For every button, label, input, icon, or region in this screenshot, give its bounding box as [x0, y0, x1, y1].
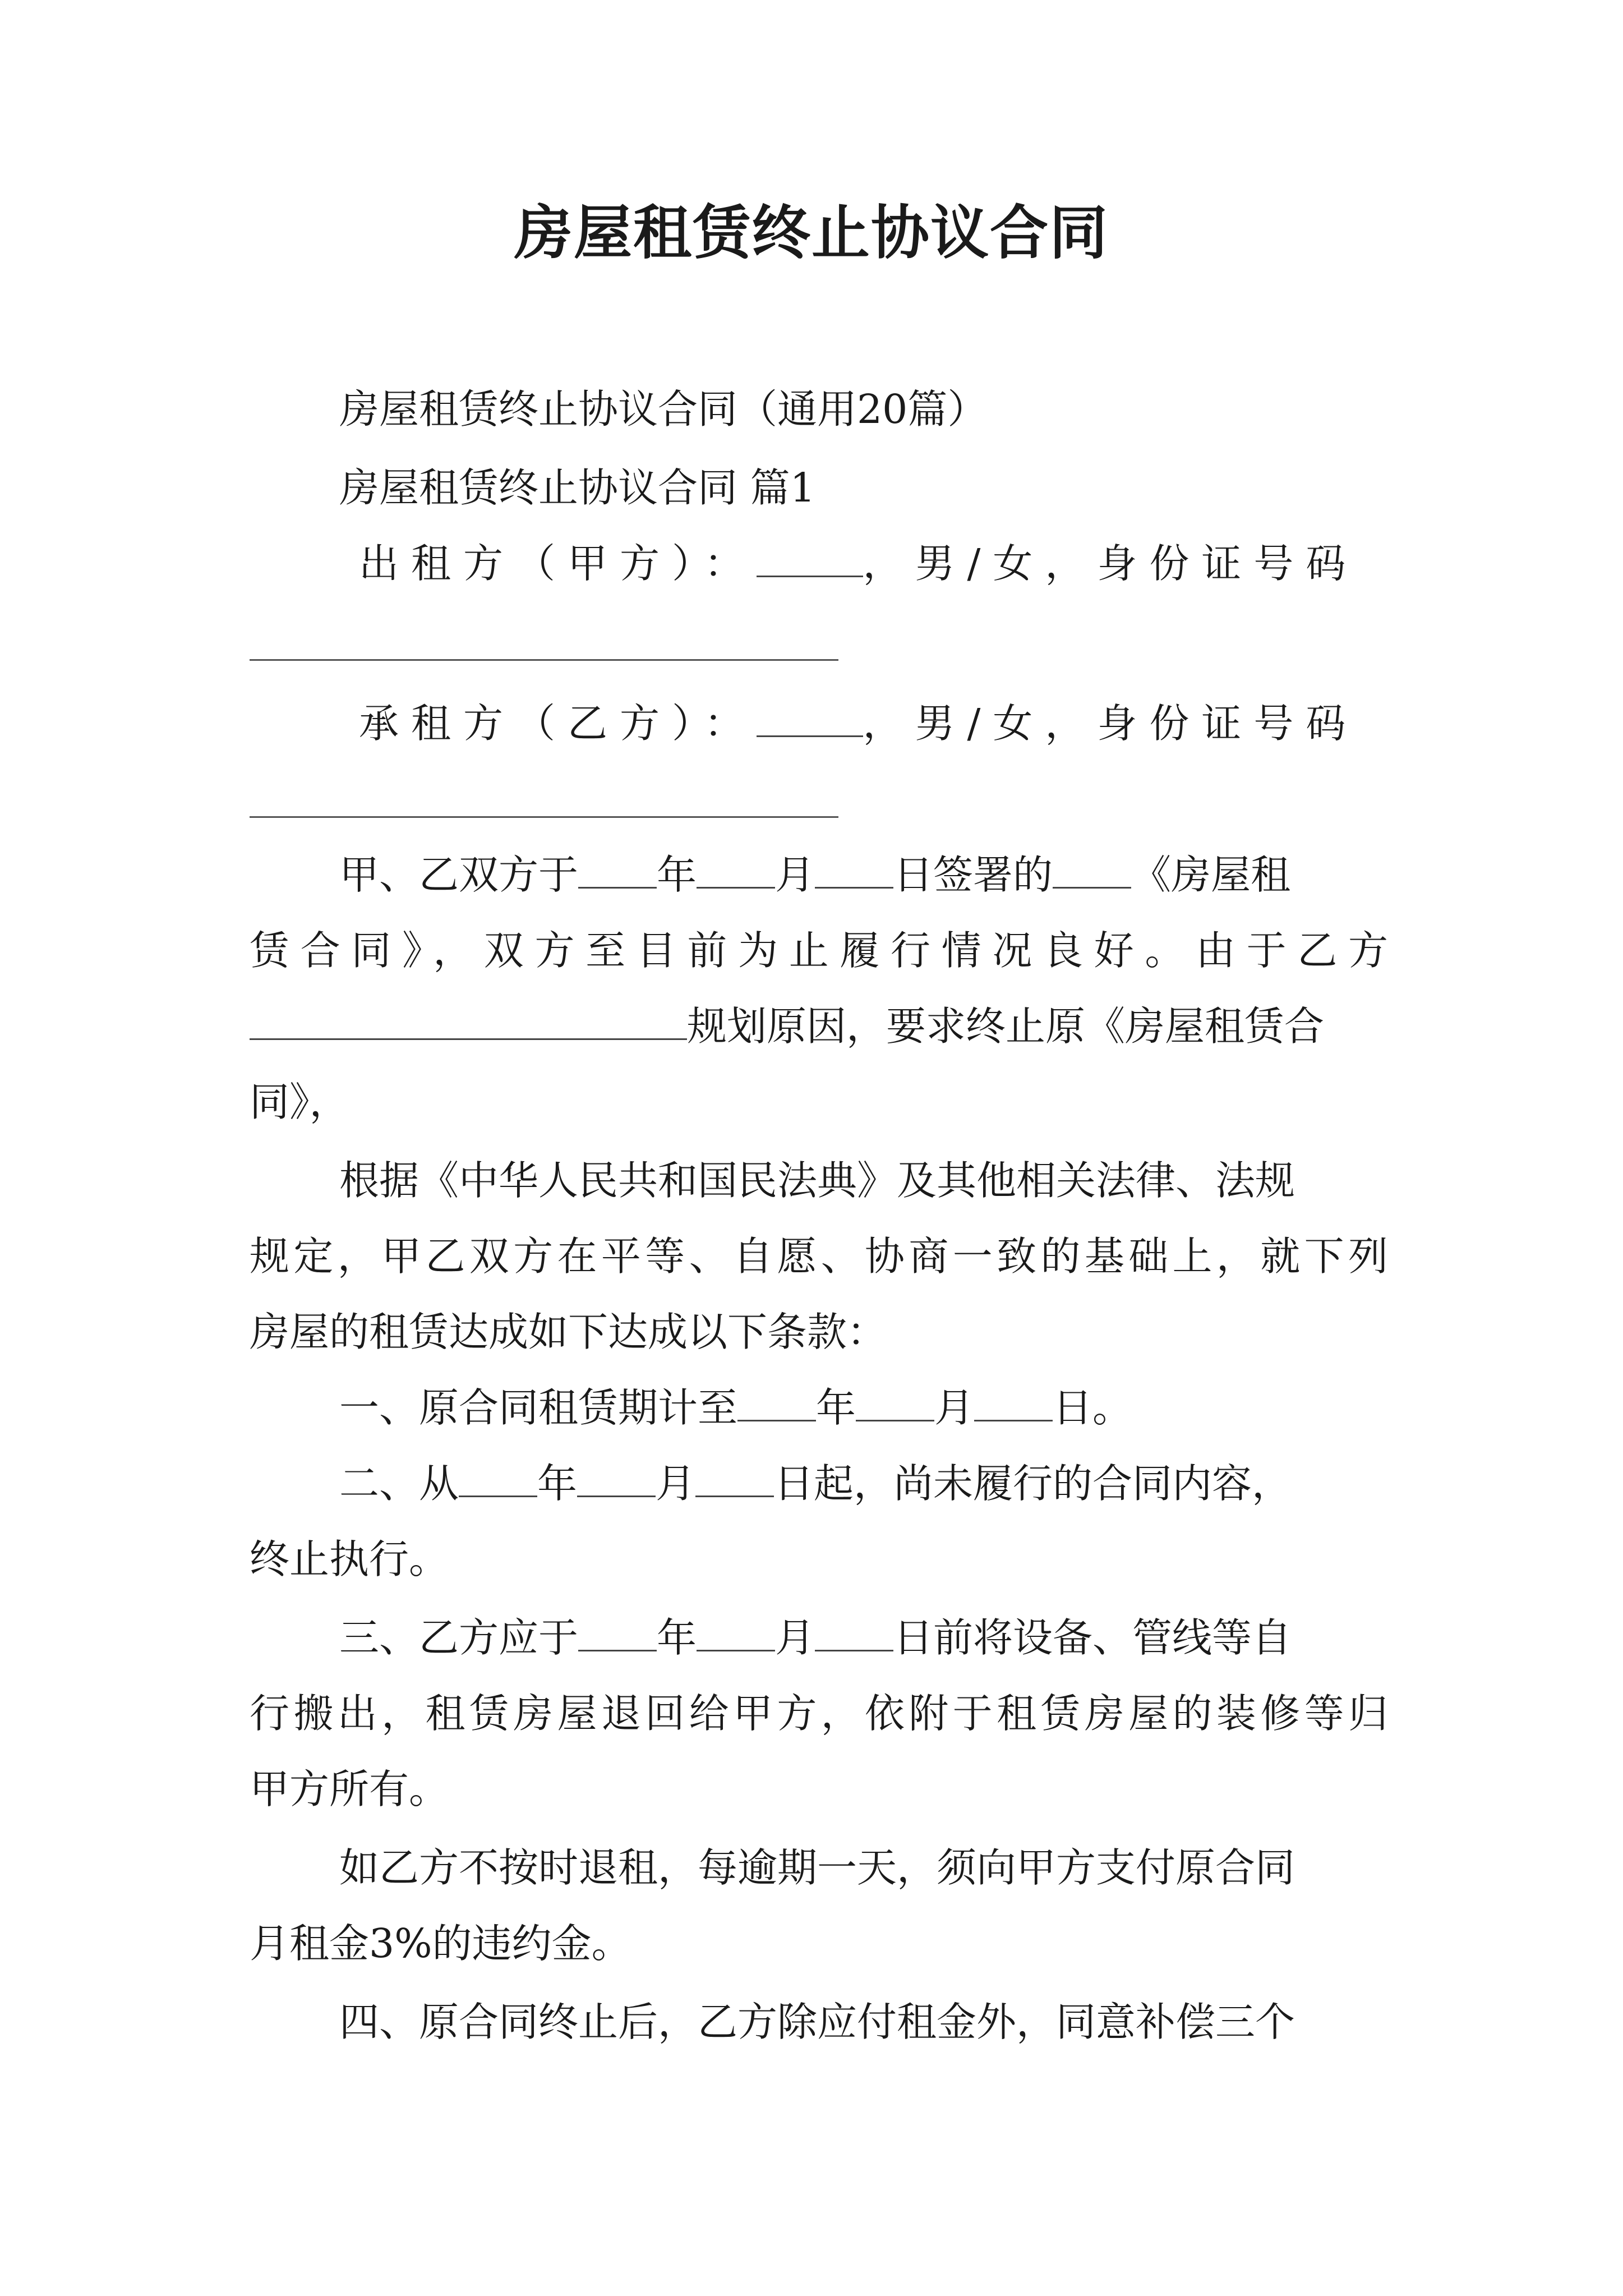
paragraph-line [250, 1686, 1388, 1742]
lessee-id-blank [250, 816, 838, 818]
lessee-label: 承租方（乙方）： [359, 700, 757, 747]
document-title: 房屋租赁终止协议合同 [514, 198, 1109, 267]
clause-2 [250, 1456, 1388, 1512]
text-span: 甲方所有。 [250, 1766, 449, 1812]
lessor-name-blank [757, 536, 863, 577]
lessor-gender-id-label: ，男/女，身份证号码 [863, 540, 1358, 587]
text-span: 行搬出，租赁房屋退回给甲方，依附于租赁房屋的装修等归 [250, 1690, 1388, 1737]
clause-3 [250, 1610, 1388, 1666]
text-span: 二、从 [339, 1460, 459, 1507]
text-span: 月 [775, 1614, 815, 1661]
text-span: 终止执行。 [250, 1536, 449, 1582]
subtitle-line [250, 381, 1388, 438]
text-span: 如乙方不按时退租，每逾期一天，须向甲方支付原合同 [339, 1844, 1295, 1891]
text-span: 月 [656, 1460, 696, 1507]
paragraph-line [250, 1153, 1388, 1209]
lessee-name-blank [757, 696, 863, 737]
text-span: 日起，尚未履行的合同内容， [774, 1460, 1292, 1507]
clause-4 [250, 1994, 1388, 2050]
section-heading-text: 房屋租赁终止协议合同 篇1 [339, 464, 815, 511]
subtitle-text: 房屋租赁终止协议合同（通用20篇） [339, 386, 988, 432]
text-span: 日前将设备、管线等自 [893, 1614, 1292, 1661]
text-span: 规定，甲乙双方在平等、自愿、协商一致的基础上，就下列 [250, 1233, 1388, 1280]
text-span: 三、乙方应于 [339, 1614, 579, 1661]
paragraph-line [250, 1840, 1388, 1896]
day-blank [815, 1611, 893, 1651]
text-span: 房屋的租赁达成如下达成以下条款： [250, 1309, 887, 1355]
text-span: 四、原合同终止后，乙方除应付租金外，同意补偿三个 [339, 1999, 1295, 2045]
text-span: 年 [657, 1614, 697, 1661]
year-blank [737, 1381, 816, 1421]
year-blank [459, 1456, 537, 1497]
lessee-gender-id-label: ，男/女，身份证号码 [863, 700, 1358, 747]
day-blank [974, 1381, 1053, 1421]
lessor-id-blank [250, 659, 838, 661]
lessor-label: 出租方（甲方）： [359, 540, 757, 587]
text-span: 月 [934, 1384, 975, 1431]
contract-name-blank [1053, 848, 1131, 889]
text-span: 年 [816, 1384, 856, 1431]
text-span: 甲、乙双方于 [339, 852, 579, 898]
clause-1 [250, 1380, 1388, 1436]
paragraph-line [250, 1761, 1388, 1818]
month-blank [697, 1611, 775, 1651]
text-span: 根据《中华人民共和国民法典》及其他相关法律、法规 [339, 1157, 1295, 1204]
month-blank [577, 1456, 656, 1497]
paragraph-line [250, 999, 1388, 1055]
text-span: 一、原合同租赁期计至 [339, 1384, 738, 1431]
text-span: 年 [657, 852, 697, 898]
text-span: 日。 [1053, 1384, 1133, 1431]
text-span: 年 [537, 1460, 578, 1507]
text-span: 月租金3%的违约金。 [250, 1920, 631, 1967]
lessee-line [250, 696, 1388, 752]
day-blank [695, 1456, 774, 1497]
text-span: 日签署的 [893, 852, 1053, 898]
month-blank [856, 1381, 934, 1421]
text-span: 月 [775, 852, 815, 898]
reason-blank [250, 999, 687, 1040]
paragraph-line [250, 1531, 1388, 1588]
year-blank [578, 1611, 657, 1651]
paragraph-line [250, 1304, 1388, 1360]
year-blank [578, 848, 657, 889]
lessor-line [250, 536, 1388, 592]
paragraph-line [250, 923, 1388, 979]
paragraph-line [250, 847, 1388, 903]
text-span: 同》， [250, 1079, 349, 1125]
month-blank [697, 848, 775, 889]
text-span: 赁合同》，双方至目前为止履行情况良好。由于乙方 [250, 927, 1388, 974]
text-span: 规划原因，要求终止原《房屋租赁合 [687, 1003, 1325, 1050]
day-blank [815, 848, 893, 889]
paragraph-line [250, 1074, 1388, 1130]
section-heading [250, 460, 1388, 516]
paragraph-line [250, 1228, 1388, 1285]
paragraph-line [250, 1916, 1388, 1972]
text-span: 《房屋租 [1131, 852, 1291, 898]
